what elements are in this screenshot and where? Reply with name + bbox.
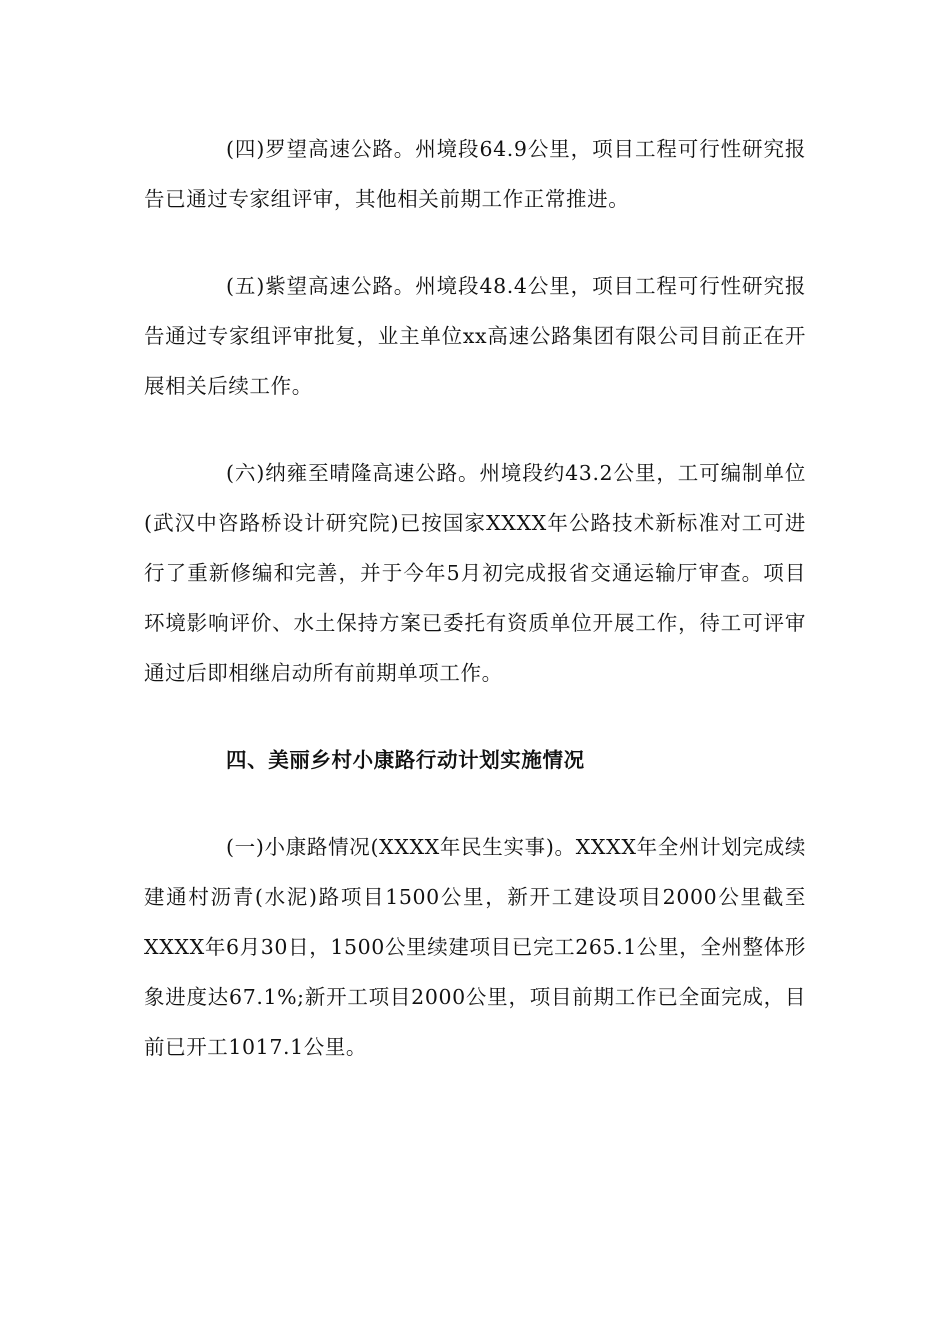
paragraph-nayong-qinglong-expressway: (六)纳雍至晴隆高速公路。州境段约43.2公里，工可编制单位(武汉中咨路桥设计研究院)已按国家XXXX年公路技术新标准对工可进行了重新修编和完善，并于今年5月初完成报省交通运输厅审查。项目环境影响评价、水土保持方案已委托有资质单位开展工作，待工可评审通过后即相继启动所有前期单项工作。	[144, 461, 806, 685]
paragraph-luowang-expressway: (四)罗望高速公路。州境段64.9公里，项目工程可行性研究报告已通过专家组评审，其他相关前期工作正常推进。	[144, 137, 806, 211]
paragraph-ziwang-expressway: (五)紫望高速公路。州境段48.4公里，项目工程可行性研究报告通过专家组评审批复，业主单位xx高速公路集团有限公司目前正在开展相关后续工作。	[144, 274, 806, 398]
document-body	[144, 124, 806, 1109]
paragraph-xiaokang-road: (一)小康路情况(XXXX年民生实事)。XXXX年全州计划完成续建通村沥青(水泥)路项目1500公里，新开工建设项目2000公里截至XXXX年6月30日，1500公里续建项目已完工265.1公里，全州整体形象进度达67.1%;新开工项目2000公里，项目前期工作已全面完成，目前已开工1017.1公里。	[144, 835, 806, 1059]
section-heading: 四、美丽乡村小康路行动计划实施情况	[226, 748, 585, 772]
